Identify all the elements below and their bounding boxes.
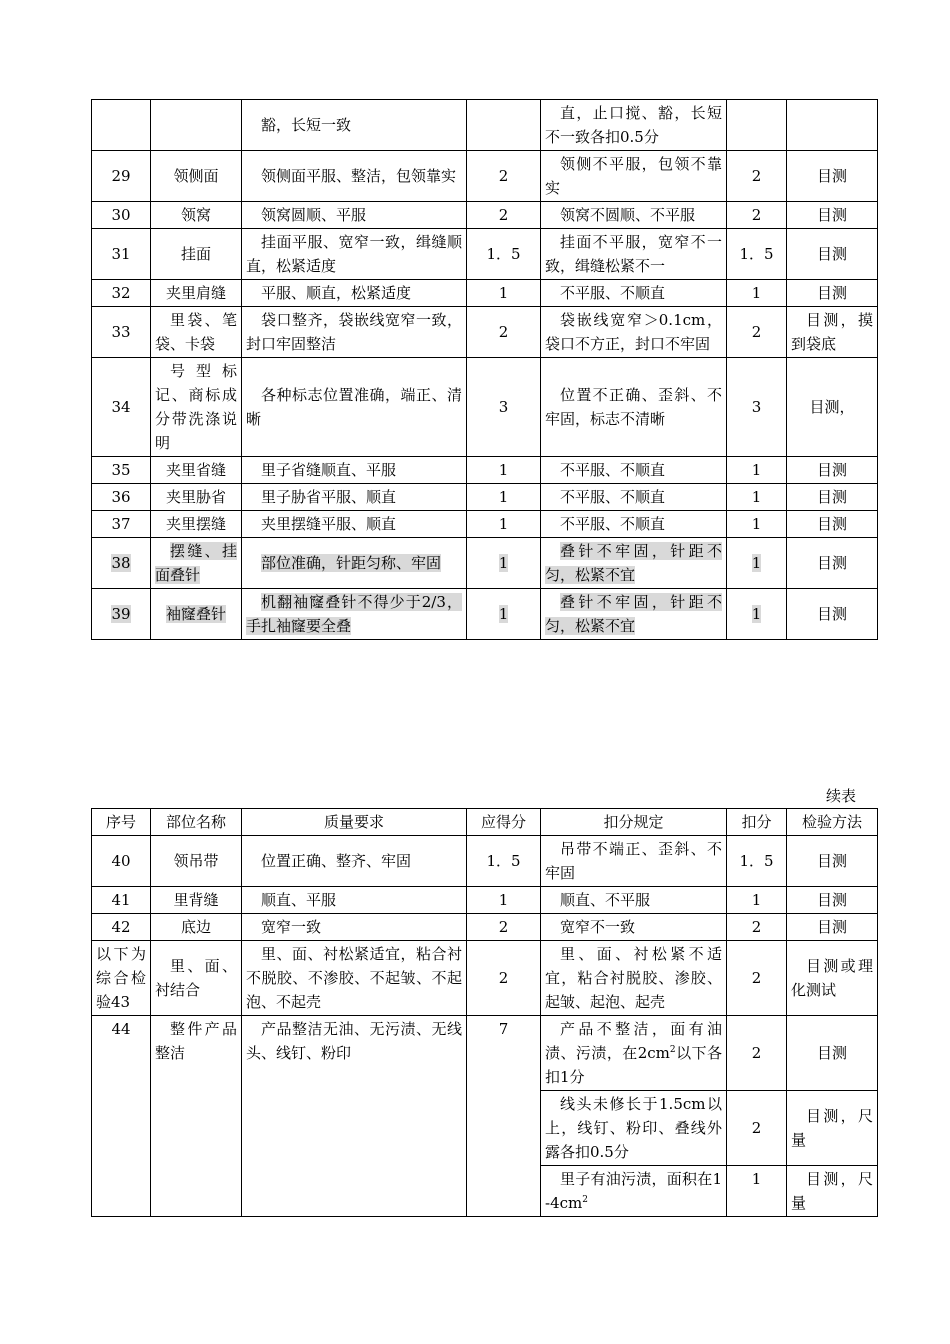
rule-text: 以下各扣1分 xyxy=(545,1044,722,1086)
highlighted-text: 机翻袖窿叠针不得少于2/3，手扎袖窿要全叠 xyxy=(246,593,462,635)
cell-no: 以下为综合检验43 xyxy=(92,941,151,1016)
cell-deduct: 1．5 xyxy=(727,836,787,887)
inspection-table-part1 xyxy=(91,99,878,640)
cell-part: 领吊带 xyxy=(151,836,242,887)
cell-method: 目测 xyxy=(787,511,878,538)
cell-requirement: 领窝圆顺、平服 xyxy=(242,202,467,229)
table-row xyxy=(92,151,878,202)
cell-no xyxy=(92,538,151,589)
cell-method: 目测 xyxy=(787,202,878,229)
cell-deduct: 2 xyxy=(727,914,787,941)
cell-requirement: 宽窄一致 xyxy=(242,914,467,941)
table-row xyxy=(92,914,878,941)
cell-no: 37 xyxy=(92,511,151,538)
cell-deduct-rule: 里、面、衬松紧不适宜，粘合衬脱胶、渗胶、起皱、起泡、起壳 xyxy=(541,941,727,1016)
table-row xyxy=(92,358,878,457)
cell-deduct-rule: 不平服、不顺直 xyxy=(541,457,727,484)
cell-part: 里背缝 xyxy=(151,887,242,914)
cell-deduct xyxy=(727,538,787,589)
cell-deduct-rule: 位置不正确、歪斜、不牢固，标志不清晰 xyxy=(541,358,727,457)
cell-deduct-rule xyxy=(541,1166,727,1217)
cell-deduct: 1 xyxy=(727,887,787,914)
cell-method: 目测 xyxy=(787,280,878,307)
cell-no: 33 xyxy=(92,307,151,358)
table-row xyxy=(92,202,878,229)
cell-score: 1 xyxy=(467,887,541,914)
cell-requirement: 平服、顺直，松紧适度 xyxy=(242,280,467,307)
highlighted-text: 1 xyxy=(751,605,762,623)
cell-method: 目测，摸到袋底 xyxy=(787,307,878,358)
highlighted-text: 1 xyxy=(751,554,762,572)
cell-no: 41 xyxy=(92,887,151,914)
cell-deduct-rule xyxy=(541,1091,727,1166)
table-row xyxy=(92,538,878,589)
highlighted-text: 叠针不牢固，针距不匀，松紧不宜 xyxy=(545,593,722,635)
highlighted-text: 38 xyxy=(111,554,131,572)
header-part: 部位名称 xyxy=(151,809,242,836)
cell-score: 3 xyxy=(467,358,541,457)
cell-score: 1 xyxy=(467,511,541,538)
header-requirement: 质量要求 xyxy=(242,809,467,836)
cell-score: 1 xyxy=(467,457,541,484)
cell-method: 目测，尺量 xyxy=(787,1166,878,1217)
cell-deduct: 2 xyxy=(727,202,787,229)
header-deduct: 扣分 xyxy=(727,809,787,836)
rule-text: 里子有油污渍，面积在1-4cm xyxy=(545,1170,722,1212)
cell-method: 目测 xyxy=(787,229,878,280)
continued-label: 续表 xyxy=(826,787,857,805)
cell-method: 目测 xyxy=(787,151,878,202)
cell-no: 42 xyxy=(92,914,151,941)
cell-part: 里袋、笔袋、卡袋 xyxy=(151,307,242,358)
cell-deduct: 1 xyxy=(727,484,787,511)
cell-score: 7 xyxy=(467,1016,541,1217)
cell-requirement: 领侧面平服、整洁，包领靠实 xyxy=(242,151,467,202)
cell-no xyxy=(92,589,151,640)
cell-deduct: 2 xyxy=(727,151,787,202)
table-row xyxy=(92,1016,878,1091)
cell-requirement: 豁，长短一致 xyxy=(242,100,467,151)
inspection-table-part2 xyxy=(91,808,878,1217)
cell-deduct-rule: 不平服、不顺直 xyxy=(541,280,727,307)
cell-deduct-rule: 挂面不平服，宽窄不一致，缉缝松紧不一 xyxy=(541,229,727,280)
cell-method xyxy=(787,100,878,151)
cell-score xyxy=(467,538,541,589)
table-row xyxy=(92,941,878,1016)
cell-requirement xyxy=(242,589,467,640)
cell-deduct: 1．5 xyxy=(727,229,787,280)
header-no: 序号 xyxy=(92,809,151,836)
cell-deduct-rule: 不平服、不顺直 xyxy=(541,484,727,511)
cell-method: 目测或理化测试 xyxy=(787,941,878,1016)
cell-deduct xyxy=(727,589,787,640)
table-row xyxy=(92,887,878,914)
table-row xyxy=(92,589,878,640)
cell-requirement: 挂面平服、宽窄一致，缉缝顺直，松紧适度 xyxy=(242,229,467,280)
cell-method: 目测，尺量 xyxy=(787,1091,878,1166)
cell-method: 目测， xyxy=(787,358,878,457)
header-score: 应得分 xyxy=(467,809,541,836)
cell-no: 29 xyxy=(92,151,151,202)
cell-part: 底边 xyxy=(151,914,242,941)
cell-part: 里、面、衬结合 xyxy=(151,941,242,1016)
cell-score: 2 xyxy=(467,307,541,358)
cell-method: 目测 xyxy=(787,887,878,914)
cell-score: 1．5 xyxy=(467,229,541,280)
cell-part: 领窝 xyxy=(151,202,242,229)
cell-deduct: 2 xyxy=(727,1091,787,1166)
cell-no: 31 xyxy=(92,229,151,280)
header-method: 检验方法 xyxy=(787,809,878,836)
cell-method: 目测 xyxy=(787,457,878,484)
highlighted-text: 39 xyxy=(111,605,131,623)
highlighted-text: 部位准确，针距匀称、牢固 xyxy=(261,554,442,572)
cell-requirement: 里、面、衬松紧适宜，粘合衬不脱胶、不渗胶、不起皱、不起泡、不起壳 xyxy=(242,941,467,1016)
cell-requirement: 夹里摆缝平服、顺直 xyxy=(242,511,467,538)
table-row xyxy=(92,484,878,511)
cell-method: 目测 xyxy=(787,484,878,511)
cell-deduct-rule xyxy=(541,538,727,589)
cell-deduct: 2 xyxy=(727,1016,787,1091)
cell-score: 1 xyxy=(467,484,541,511)
cell-deduct-rule: 领窝不圆顺、不平服 xyxy=(541,202,727,229)
cell-deduct-rule: 顺直、不平服 xyxy=(541,887,727,914)
cell-method: 目测 xyxy=(787,589,878,640)
cell-deduct-rule xyxy=(541,1016,727,1091)
table-row xyxy=(92,229,878,280)
cell-deduct-rule: 宽窄不一致 xyxy=(541,914,727,941)
cell-deduct-rule: 吊带不端正、歪斜、不牢固 xyxy=(541,836,727,887)
cell-no xyxy=(92,100,151,151)
cell-requirement: 里子胁省平服、顺直 xyxy=(242,484,467,511)
cell-score: 2 xyxy=(467,202,541,229)
cell-score xyxy=(467,100,541,151)
rule-superscript: 2 xyxy=(669,1045,676,1055)
cell-part xyxy=(151,589,242,640)
highlighted-text: 1 xyxy=(498,554,509,572)
rule-text: 产品不整洁，面有油渍、污渍，在2cm xyxy=(545,1020,722,1062)
cell-requirement: 产品整洁无油、无污渍、无线头、线钉、粉印 xyxy=(242,1016,467,1217)
cell-method: 目测 xyxy=(787,914,878,941)
cell-part xyxy=(151,538,242,589)
cell-score: 1．5 xyxy=(467,836,541,887)
cell-deduct: 2 xyxy=(727,941,787,1016)
highlighted-text: 袖窿叠针 xyxy=(165,605,226,623)
cell-method: 目测 xyxy=(787,1016,878,1091)
cell-part: 夹里省缝 xyxy=(151,457,242,484)
cell-deduct: 3 xyxy=(727,358,787,457)
cell-score xyxy=(467,589,541,640)
cell-requirement: 位置正确、整齐、牢固 xyxy=(242,836,467,887)
cell-deduct-rule: 直，止口搅、豁，长短不一致各扣0.5分 xyxy=(541,100,727,151)
highlighted-text: 1 xyxy=(498,605,509,623)
cell-part: 夹里肩缝 xyxy=(151,280,242,307)
cell-deduct: 1 xyxy=(727,511,787,538)
cell-requirement: 各种标志位置准确，端正、清晰 xyxy=(242,358,467,457)
cell-no: 40 xyxy=(92,836,151,887)
cell-requirement xyxy=(242,538,467,589)
cell-deduct: 2 xyxy=(727,307,787,358)
cell-requirement: 里子省缝顺直、平服 xyxy=(242,457,467,484)
cell-no: 32 xyxy=(92,280,151,307)
rule-text: 线头未修长于1.5cm以上，线钉、粉印、叠线外露各扣0.5分 xyxy=(545,1095,722,1161)
cell-part: 整件产品整洁 xyxy=(151,1016,242,1217)
cell-deduct-rule: 袋嵌线宽窄＞0.1cm，袋口不方正，封口不牢固 xyxy=(541,307,727,358)
cell-no: 30 xyxy=(92,202,151,229)
table-row xyxy=(92,457,878,484)
cell-part: 领侧面 xyxy=(151,151,242,202)
cell-deduct-rule: 领侧不平服，包领不靠实 xyxy=(541,151,727,202)
cell-requirement: 袋口整齐，袋嵌线宽窄一致，封口牢固整洁 xyxy=(242,307,467,358)
cell-part: 夹里胁省 xyxy=(151,484,242,511)
highlighted-text: 摆缝、挂面叠针 xyxy=(155,542,237,584)
cell-deduct: 1 xyxy=(727,457,787,484)
table-row xyxy=(92,307,878,358)
cell-deduct xyxy=(727,100,787,151)
highlighted-text: 叠针不牢固，针距不匀，松紧不宜 xyxy=(545,542,722,584)
cell-score: 1 xyxy=(467,280,541,307)
table-row xyxy=(92,280,878,307)
cell-no: 36 xyxy=(92,484,151,511)
cell-method: 目测 xyxy=(787,836,878,887)
cell-part xyxy=(151,100,242,151)
cell-score: 2 xyxy=(467,914,541,941)
cell-deduct-rule: 不平服、不顺直 xyxy=(541,511,727,538)
cell-deduct: 1 xyxy=(727,280,787,307)
cell-method: 目测 xyxy=(787,538,878,589)
cell-requirement: 顺直、平服 xyxy=(242,887,467,914)
header-deduct-rule: 扣分规定 xyxy=(541,809,727,836)
table-row xyxy=(92,511,878,538)
cell-score: 2 xyxy=(467,151,541,202)
cell-score: 2 xyxy=(467,941,541,1016)
cell-no: 35 xyxy=(92,457,151,484)
cell-no: 34 xyxy=(92,358,151,457)
cell-part: 夹里摆缝 xyxy=(151,511,242,538)
table-row xyxy=(92,100,878,151)
cell-no: 44 xyxy=(92,1016,151,1217)
table-row xyxy=(92,836,878,887)
table-header-row xyxy=(92,809,878,836)
cell-part: 号型标记、商标成分带洗涤说明 xyxy=(151,358,242,457)
rule-superscript: 2 xyxy=(582,1195,588,1205)
cell-deduct: 1 xyxy=(727,1166,787,1217)
cell-part: 挂面 xyxy=(151,229,242,280)
cell-deduct-rule xyxy=(541,589,727,640)
